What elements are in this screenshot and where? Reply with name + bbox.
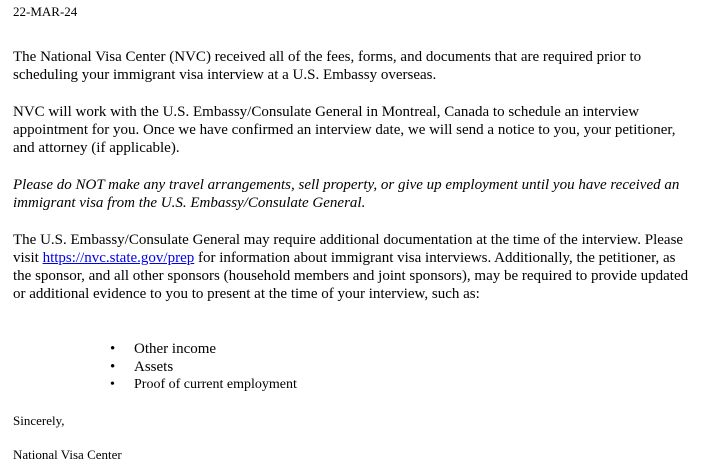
list-item-label: Assets [134,359,174,375]
list-item [108,340,297,358]
paragraph-interview-scheduling: NVC will work with the U.S. Embassy/Consulate General in Montreal, Canada to schedule an interview appointment for you. Once we have confirmed an interview date, we will send a notice to you, your petitioner, and attorney (if applicable). [13,104,676,156]
bullet-icon: • [110,359,116,375]
paragraph-text-after-link: for information about immigrant visa interviews. Additionally, the petitioner, as the sponsor, and all other sponsors (household members and joint sponsors), may be required to provide updated or additional evidence to you to present at the time of your interview, such as: [13,250,689,302]
closing-salutation: Sincerely, [13,413,65,428]
bullet-icon: • [110,377,115,392]
bullet-icon: • [110,341,116,357]
nvc-prep-link[interactable]: https://nvc.state.gov/prep [42,250,195,266]
paragraph-additional-documentation [13,231,693,303]
paragraph-text-before-link: The U.S. Embassy/Consulate General may require additional documentation at the time of the interview. Please visit [13,232,684,266]
paragraph-travel-warning: Please do NOT make any travel arrangements, sell property, or give up employment until you have received an immigrant visa from the U.S. Embassy/Consulate General. [13,177,680,211]
list-item [108,358,297,376]
list-item-label: Other income [134,341,217,357]
list-item [108,376,297,394]
paragraph-documents-received: The National Visa Center (NVC) received all of the fees, forms, and documents that are required prior to scheduling your immigrant visa interview at a U.S. Embassy overseas. [13,49,642,83]
evidence-list [108,340,297,394]
signature-name: National Visa Center [13,447,122,462]
letter-date: 22-MAR-24 [13,4,78,19]
list-item-label: Proof of current employment [134,377,297,392]
